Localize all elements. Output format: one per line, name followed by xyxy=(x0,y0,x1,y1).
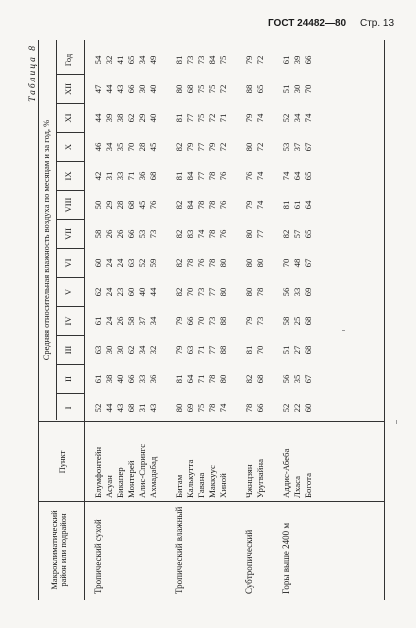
month-divider xyxy=(56,132,84,133)
humidity-value: 80 xyxy=(244,287,254,297)
humidity-value: 63 xyxy=(126,258,136,268)
humidity-value: 26 xyxy=(115,316,125,326)
humidity-value: 39 xyxy=(104,113,114,123)
humidity-value: 38 xyxy=(115,113,125,123)
humidity-value: 69 xyxy=(303,287,313,297)
humidity-value: 34 xyxy=(104,142,114,152)
humidity-value: 30 xyxy=(137,84,147,94)
humidity-value: 52 xyxy=(281,113,291,123)
humidity-value: 88 xyxy=(244,84,254,94)
humidity-value: 78 xyxy=(207,403,217,413)
table-rule-header xyxy=(84,40,85,600)
humidity-value: 78 xyxy=(196,200,206,210)
humidity-value: 64 xyxy=(303,200,313,210)
humidity-value: 75 xyxy=(196,113,206,123)
humidity-value: 78 xyxy=(207,258,217,268)
humidity-value: 25 xyxy=(292,316,302,326)
humidity-value: 33 xyxy=(137,374,147,384)
month-divider xyxy=(56,364,84,365)
humidity-value: 76 xyxy=(218,229,228,239)
humidity-value: 52 xyxy=(281,403,291,413)
humidity-value: 34 xyxy=(137,345,147,355)
point-name: Гавана xyxy=(196,472,206,498)
humidity-value: 73 xyxy=(207,316,217,326)
humidity-value: 62 xyxy=(126,345,136,355)
humidity-value: 30 xyxy=(115,345,125,355)
humidity-value: 70 xyxy=(303,84,313,94)
humidity-value: 66 xyxy=(185,316,195,326)
humidity-value: 81 xyxy=(244,345,254,355)
humidity-value: 44 xyxy=(148,287,158,297)
humidity-value: 76 xyxy=(218,200,228,210)
humidity-value: 67 xyxy=(303,374,313,384)
humidity-value: 74 xyxy=(303,113,313,123)
humidity-value: 76 xyxy=(244,171,254,181)
humidity-value: 35 xyxy=(115,142,125,152)
humidity-value: 79 xyxy=(174,316,184,326)
point-name: Бикапер xyxy=(115,467,125,498)
humidity-value: 34 xyxy=(148,316,158,326)
month-divider xyxy=(56,393,84,394)
humidity-value: 60 xyxy=(126,287,136,297)
humidity-value: 80 xyxy=(174,84,184,94)
point-name: Асуан xyxy=(104,475,114,498)
point-name: Блумфонтейн xyxy=(93,446,103,498)
humidity-value: 37 xyxy=(292,142,302,152)
month-header: III xyxy=(63,345,73,355)
humidity-value: 69 xyxy=(185,403,195,413)
humidity-value: 63 xyxy=(93,345,103,355)
humidity-value: 82 xyxy=(174,229,184,239)
humidity-value: 52 xyxy=(137,258,147,268)
humidity-value: 65 xyxy=(303,229,313,239)
humidity-value: 61 xyxy=(93,374,103,384)
humidity-value: 59 xyxy=(148,258,158,268)
humidity-value: 58 xyxy=(281,316,291,326)
month-header: IX xyxy=(63,171,73,181)
zone-label: Субтропический xyxy=(244,529,254,594)
humidity-value: 38 xyxy=(104,374,114,384)
humidity-value: 81 xyxy=(281,200,291,210)
humidity-value: 33 xyxy=(292,287,302,297)
humidity-value: 80 xyxy=(174,403,184,413)
humidity-value: 68 xyxy=(148,171,158,181)
humidity-value: 62 xyxy=(126,113,136,123)
humidity-value: 73 xyxy=(196,287,206,297)
humidity-value: 78 xyxy=(207,374,217,384)
humidity-value: 31 xyxy=(104,171,114,181)
humidity-value: 78 xyxy=(207,171,217,181)
humidity-value: 65 xyxy=(255,84,265,94)
zone-label: Тропический влажный xyxy=(174,506,184,594)
month-header: VII xyxy=(63,228,73,240)
humidity-value: 67 xyxy=(303,142,313,152)
humidity-value: 58 xyxy=(126,316,136,326)
scan-speck xyxy=(396,420,397,424)
humidity-value: 52 xyxy=(93,403,103,413)
humidity-value: 88 xyxy=(218,345,228,355)
humidity-value: 84 xyxy=(185,200,195,210)
table-rule-bottom xyxy=(384,40,385,600)
humidity-value: 34 xyxy=(292,113,302,123)
humidity-value: 65 xyxy=(126,55,136,65)
humidity-value: 47 xyxy=(93,84,103,94)
humidity-value: 80 xyxy=(244,258,254,268)
humidity-value: 75 xyxy=(218,55,228,65)
humidity-value: 70 xyxy=(185,287,195,297)
point-name: Монтерей xyxy=(126,460,136,498)
month-header: Год xyxy=(63,53,73,67)
humidity-value: 73 xyxy=(196,55,206,65)
humidity-value: 53 xyxy=(281,142,291,152)
humidity-value: 40 xyxy=(148,113,158,123)
point-name: Богота xyxy=(303,473,313,498)
humidity-value: 46 xyxy=(93,142,103,152)
humidity-value: 78 xyxy=(185,258,195,268)
humidity-value: 60 xyxy=(93,258,103,268)
humidity-value: 78 xyxy=(207,229,217,239)
humidity-value: 81 xyxy=(174,374,184,384)
month-divider xyxy=(56,74,84,75)
humidity-value: 22 xyxy=(292,403,302,413)
zone-column-header: Макроклиматический район или подрайон xyxy=(49,510,69,590)
humidity-value: 75 xyxy=(207,84,217,94)
humidity-value: 76 xyxy=(218,171,228,181)
humidity-value: 77 xyxy=(207,287,217,297)
humidity-value: 82 xyxy=(174,200,184,210)
humidity-value: 26 xyxy=(115,229,125,239)
humidity-value: 44 xyxy=(104,403,114,413)
humidity-value: 36 xyxy=(137,171,147,181)
month-divider xyxy=(56,277,84,278)
humidity-value: 56 xyxy=(281,374,291,384)
point-name: Аддис-Абеба xyxy=(281,448,291,498)
month-header: IV xyxy=(63,316,73,326)
month-divider xyxy=(56,190,84,191)
humidity-value: 34 xyxy=(137,55,147,65)
humidity-value: 57 xyxy=(292,229,302,239)
humidity-value: 63 xyxy=(185,345,195,355)
humidity-value: 79 xyxy=(244,200,254,210)
month-header: VI xyxy=(63,258,73,268)
humidity-value: 82 xyxy=(174,258,184,268)
humidity-value: 45 xyxy=(148,142,158,152)
month-divider xyxy=(56,103,84,104)
humidity-value: 68 xyxy=(185,84,195,94)
humidity-value: 81 xyxy=(174,171,184,181)
month-header: XII xyxy=(63,83,73,95)
humidity-value: 73 xyxy=(185,55,195,65)
humidity-value: 64 xyxy=(185,374,195,384)
point-name: Чжнцзян xyxy=(244,464,254,498)
humidity-value: 79 xyxy=(244,55,254,65)
humidity-value: 84 xyxy=(207,55,217,65)
month-divider xyxy=(56,219,84,220)
humidity-value: 29 xyxy=(137,113,147,123)
humidity-value: 39 xyxy=(292,55,302,65)
humidity-value: 43 xyxy=(115,84,125,94)
humidity-value: 56 xyxy=(281,287,291,297)
humidity-value: 51 xyxy=(281,84,291,94)
month-header: XI xyxy=(63,113,73,123)
humidity-value: 30 xyxy=(104,345,114,355)
humidity-value: 29 xyxy=(104,200,114,210)
point-name: Алис-Спрингс xyxy=(137,443,147,498)
table-label: Таблица 8 xyxy=(28,44,38,102)
table-divider-point xyxy=(38,421,384,422)
table-rule-top xyxy=(38,40,39,600)
humidity-value: 26 xyxy=(104,229,114,239)
humidity-value: 61 xyxy=(281,55,291,65)
humidity-value: 37 xyxy=(137,316,147,326)
humidity-value: 66 xyxy=(126,229,136,239)
humidity-value: 74 xyxy=(255,171,265,181)
month-divider xyxy=(56,161,84,162)
month-header: VIII xyxy=(63,197,73,213)
humidity-value: 24 xyxy=(104,316,114,326)
rotated-table xyxy=(28,40,388,600)
humidity-value: 35 xyxy=(292,374,302,384)
humidity-value: 79 xyxy=(185,142,195,152)
humidity-value: 48 xyxy=(292,258,302,268)
point-name: Маккуус xyxy=(207,465,217,498)
humidity-value: 73 xyxy=(255,316,265,326)
humidity-value: 77 xyxy=(207,345,217,355)
humidity-value: 88 xyxy=(218,316,228,326)
humidity-value: 68 xyxy=(303,316,313,326)
point-name: Уругвайна xyxy=(255,458,265,498)
humidity-value: 80 xyxy=(244,229,254,239)
page-header xyxy=(0,18,416,32)
humidity-value: 49 xyxy=(148,55,158,65)
table-rule-caption xyxy=(56,40,57,420)
humidity-value: 79 xyxy=(244,316,254,326)
humidity-value: 72 xyxy=(218,84,228,94)
humidity-value: 36 xyxy=(148,374,158,384)
humidity-value: 68 xyxy=(303,345,313,355)
humidity-value: 44 xyxy=(93,113,103,123)
zone-label: Тропический сухой xyxy=(93,519,103,594)
humidity-value: 68 xyxy=(126,403,136,413)
humidity-value: 72 xyxy=(255,142,265,152)
humidity-value: 61 xyxy=(93,316,103,326)
humidity-value: 31 xyxy=(137,403,147,413)
humidity-value: 72 xyxy=(218,142,228,152)
humidity-value: 58 xyxy=(93,229,103,239)
humidity-value: 80 xyxy=(244,142,254,152)
humidity-value: 24 xyxy=(104,287,114,297)
humidity-value: 42 xyxy=(93,171,103,181)
humidity-value: 77 xyxy=(185,113,195,123)
humidity-value: 71 xyxy=(196,345,206,355)
humidity-value: 62 xyxy=(93,287,103,297)
humidity-value: 60 xyxy=(303,403,313,413)
humidity-value: 82 xyxy=(281,229,291,239)
humidity-value: 66 xyxy=(126,84,136,94)
humidity-value: 80 xyxy=(218,287,228,297)
humidity-value: 72 xyxy=(207,113,217,123)
month-divider xyxy=(56,335,84,336)
humidity-value: 24 xyxy=(104,258,114,268)
humidity-value: 70 xyxy=(281,258,291,268)
humidity-value: 81 xyxy=(174,113,184,123)
humidity-value: 40 xyxy=(148,84,158,94)
humidity-value: 74 xyxy=(196,229,206,239)
month-header: V xyxy=(63,288,73,296)
point-name: Калькутта xyxy=(185,459,195,498)
humidity-value: 27 xyxy=(292,345,302,355)
humidity-value: 79 xyxy=(174,345,184,355)
humidity-value: 68 xyxy=(255,374,265,384)
humidity-value: 66 xyxy=(303,55,313,65)
humidity-value: 53 xyxy=(137,229,147,239)
zone-label: Горы выше 2400 м xyxy=(281,522,291,594)
humidity-value: 65 xyxy=(303,171,313,181)
month-header: X xyxy=(63,143,73,151)
humidity-value: 80 xyxy=(218,258,228,268)
humidity-value: 43 xyxy=(148,403,158,413)
humidity-value: 70 xyxy=(255,345,265,355)
point-name: Лхаса xyxy=(292,475,302,498)
humidity-value: 68 xyxy=(126,200,136,210)
humidity-value: 40 xyxy=(115,374,125,384)
month-header: I xyxy=(63,406,73,410)
humidity-value: 61 xyxy=(292,200,302,210)
humidity-value: 75 xyxy=(196,84,206,94)
humidity-value: 76 xyxy=(148,200,158,210)
humidity-value: 78 xyxy=(255,287,265,297)
humidity-value: 64 xyxy=(292,171,302,181)
point-name: Битам xyxy=(174,474,184,498)
humidity-value: 28 xyxy=(137,142,147,152)
humidity-value: 76 xyxy=(196,258,206,268)
humidity-value: 71 xyxy=(196,374,206,384)
point-column-header: Пункт xyxy=(57,450,67,474)
humidity-value: 43 xyxy=(115,403,125,413)
humidity-value: 79 xyxy=(244,113,254,123)
humidity-value: 84 xyxy=(185,171,195,181)
humidity-value: 74 xyxy=(281,171,291,181)
humidity-value: 82 xyxy=(244,374,254,384)
humidity-value: 40 xyxy=(137,287,147,297)
point-name: Ахмадабад xyxy=(148,456,158,498)
standard-number: ГОСТ 24482—80 xyxy=(268,18,347,29)
humidity-value: 71 xyxy=(218,113,228,123)
humidity-value: 32 xyxy=(148,345,158,355)
table-divider-zone xyxy=(38,501,384,502)
humidity-value: 82 xyxy=(174,142,184,152)
humidity-value: 45 xyxy=(137,200,147,210)
humidity-value: 79 xyxy=(207,142,217,152)
humidity-value: 23 xyxy=(115,287,125,297)
humidity-value: 77 xyxy=(196,142,206,152)
humidity-value: 74 xyxy=(255,113,265,123)
humidity-value: 75 xyxy=(196,403,206,413)
humidity-value: 83 xyxy=(185,229,195,239)
humidity-value: 28 xyxy=(115,200,125,210)
humidity-value: 51 xyxy=(281,345,291,355)
table-caption: Средняя относительная влажность воздуха по месяцам и за год, % xyxy=(41,119,51,361)
humidity-value: 80 xyxy=(255,258,265,268)
humidity-value: 24 xyxy=(115,258,125,268)
humidity-value: 77 xyxy=(196,171,206,181)
humidity-value: 74 xyxy=(255,200,265,210)
humidity-value: 66 xyxy=(126,374,136,384)
humidity-value: 73 xyxy=(148,229,158,239)
humidity-value: 78 xyxy=(244,403,254,413)
humidity-value: 44 xyxy=(104,84,114,94)
humidity-value: 72 xyxy=(255,55,265,65)
humidity-value: 30 xyxy=(292,84,302,94)
month-divider xyxy=(56,306,84,307)
humidity-value: 80 xyxy=(218,374,228,384)
humidity-value: 74 xyxy=(218,403,228,413)
humidity-value: 67 xyxy=(303,258,313,268)
humidity-value: 81 xyxy=(174,55,184,65)
humidity-value: 82 xyxy=(174,287,184,297)
humidity-value: 32 xyxy=(104,55,114,65)
month-divider xyxy=(56,248,84,249)
page-number: Стр. 13 xyxy=(360,18,395,29)
humidity-value: 70 xyxy=(126,142,136,152)
humidity-value: 71 xyxy=(126,171,136,181)
humidity-value: 78 xyxy=(207,200,217,210)
humidity-value: 41 xyxy=(115,55,125,65)
humidity-value: 50 xyxy=(93,200,103,210)
month-header: II xyxy=(63,376,73,382)
humidity-value: 77 xyxy=(255,229,265,239)
humidity-value: 33 xyxy=(115,171,125,181)
humidity-value: 66 xyxy=(255,403,265,413)
humidity-value: 70 xyxy=(196,316,206,326)
point-name: Хиной xyxy=(218,473,228,498)
humidity-value: 54 xyxy=(93,55,103,65)
